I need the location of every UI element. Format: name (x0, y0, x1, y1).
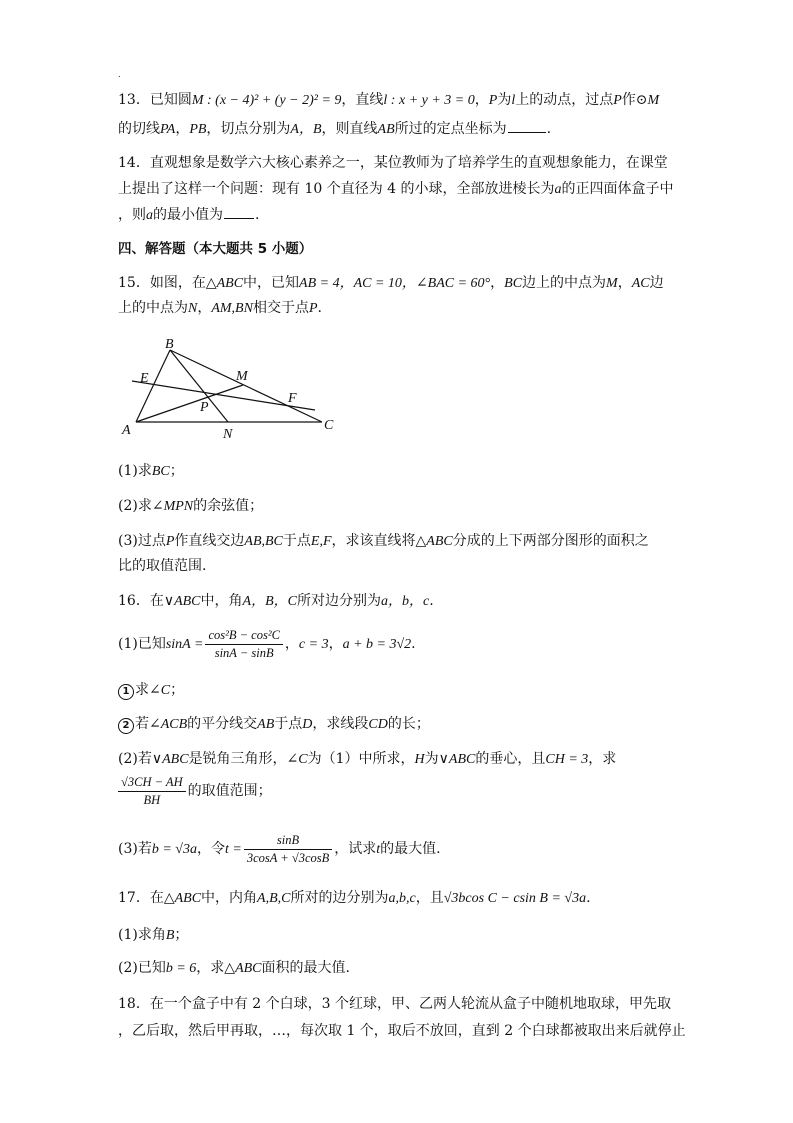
answer-blank[interactable] (224, 204, 254, 219)
q18-line1: 18．在一个盒子中有 2 个白球，3 个红球，甲、乙两人轮流从盒子中随机地取球，甲先取 (118, 996, 671, 1012)
q15-sub3-line2: 比的取值范围. (118, 558, 207, 574)
q15-sub2: (2)求∠MPN的余弦值； (118, 498, 264, 514)
q17-line1: 17．在△ABC中，内角A,B,C所对的边分别为a,b,c，且√3bcos C − csin B = √3a. (118, 890, 591, 906)
q14-line2: 上提出了这样一个问题：现有 10 个直径为 4 的小球，全部放进棱长为a的正四面体盒子中 (118, 181, 674, 197)
q14-line3: ，则a的最小值为 . (118, 204, 259, 226)
q13-line1: 13．已知圆M : (x − 4)² + (y − 2)² = 9，直线l : x + y + 3 = 0，P为l上的动点，过点P作⊙M (118, 92, 660, 108)
q17-sub1: (1)求角B； (118, 927, 189, 943)
q15-sub1: (1)求BC； (118, 463, 184, 479)
label-c: C (324, 418, 334, 433)
circle-equation: M : (x − 4)² + (y − 2)² = 9 (191, 93, 342, 108)
q16-sub2-line2: $\frac{√3CH - AH}{BH}$ 的取值范围； (118, 773, 272, 809)
circled-one-icon: 1 (118, 684, 134, 700)
label-p: P (200, 400, 209, 415)
q14-line1: 14．直观想象是数学六大核心素养之一，某位教师为了培养学生的直观想象能力，在课堂 (118, 155, 668, 171)
line-equation: l : x + y + 3 = 0 (383, 93, 475, 108)
q16-line1: 16．在∨ABC中，角A，B，C所对边分别为a，b，c. (118, 593, 434, 609)
q16-sub1: (1)已知sinA = $\frac{\text{cos²B − cos²C}}{\sin A - \sin B}$ ，c = 3，a + b = 3√2. (118, 627, 416, 660)
answer-blank[interactable] (508, 118, 546, 133)
label-n: N (223, 427, 233, 442)
q15-sub3-line1: (3)过点P作直线交边AB,BC于点E,F，求该直线将△ABC分成的上下两部分图形的面积之 (118, 533, 649, 549)
stray-dot: . (118, 70, 121, 79)
q16-sub1-i: 1 求∠C； (118, 680, 184, 701)
q15-line2: 上的中点为N，AM,BN相交于点P. (118, 300, 322, 316)
label-a: A (122, 423, 131, 438)
segment-bc (170, 350, 322, 422)
q16-sub2-line1: (2)若∨ABC是锐角三角形，∠C为（1）中所求，H为∨ABC的垂心，且CH = 3，求 (118, 751, 617, 767)
q16-sub3: (3)若b = √3a，令t = $\frac{\sin B}{3\cos A + √3\cos B}$ ，试求t的最大值. (118, 832, 441, 865)
fraction-cos: $\frac{\text{cos²B − cos²C}}{\sin A - \sin B}$ (205, 627, 282, 662)
section-heading: 四、解答题（本大题共 5 小题） (118, 241, 313, 257)
fraction-sinb: $\frac{\sin B}{3\cos A + √3\cos B}$ (244, 832, 332, 867)
label-m: M (236, 369, 248, 384)
q15-line1: 15．如图，在△ABC中，已知AB = 4，AC = 10，∠BAC = 60°，BC边上的中点为M，AC边 (118, 275, 664, 291)
q16-sub1-ii: 2 若∠ACB的平分线交AB于点D，求线段CD的长； (118, 714, 430, 735)
triangle-figure (110, 330, 350, 445)
fraction-ch-ah: $\frac{√3CH - AH}{BH}$ (118, 774, 186, 809)
q17-sub2: (2)已知b = 6，求△ABC面积的最大值. (118, 960, 350, 976)
q18-line2: ，乙后取，然后甲再取，…，每次取 1 个，取后不放回，直到 2 个白球都被取出来后就停止 (118, 1023, 686, 1039)
label-e: E (140, 371, 149, 386)
circled-two-icon: 2 (118, 718, 134, 734)
q13-line2: 的切线PA，PB，切点分别为A，B，则直线AB所过的定点坐标为 . (118, 118, 551, 140)
segment-bn (170, 350, 228, 422)
label-f: F (288, 391, 297, 406)
label-b: B (165, 337, 174, 352)
